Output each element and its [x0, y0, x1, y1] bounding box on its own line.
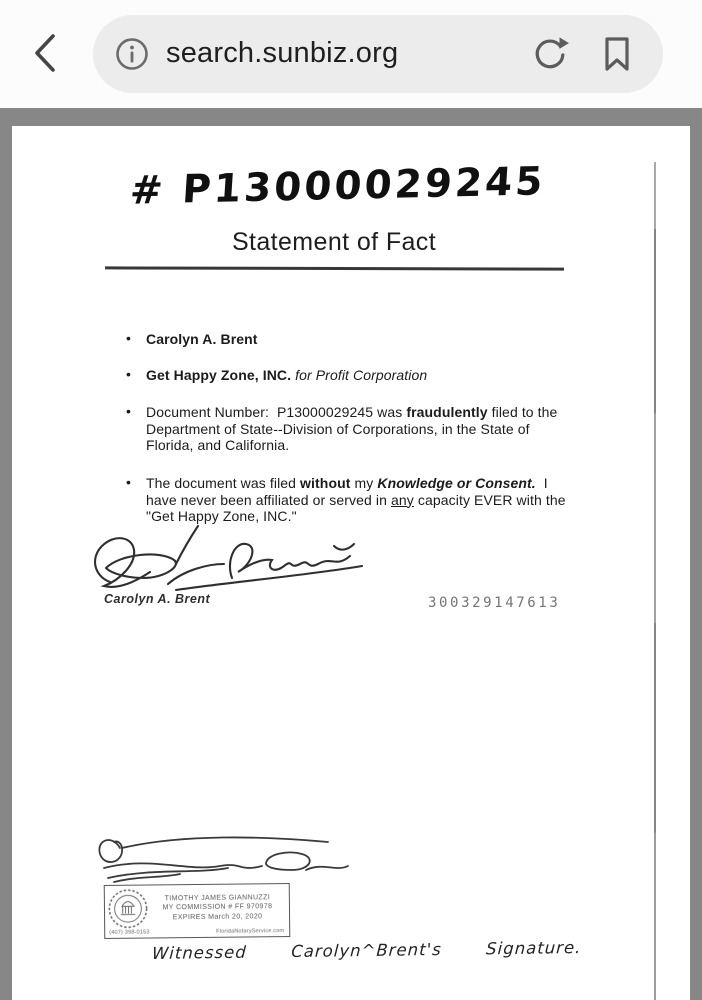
bullet-text-segment: for Profit Corporation [291, 366, 428, 383]
bullet-text-segment: without [300, 474, 351, 491]
notary-stamp [104, 883, 291, 939]
notary-signature [90, 826, 352, 892]
bullet-row [124, 404, 570, 454]
back-button[interactable] [26, 30, 66, 76]
notary-seal-icon [107, 888, 149, 930]
address-bar[interactable] [93, 15, 663, 93]
document-page [12, 126, 690, 1000]
bullet-text-segment: filed to the Department of State--Division of Corporations, in the State of Florida, and California. [146, 404, 558, 454]
bullet-dot: • [126, 330, 132, 346]
signature-name: Carolyn A. Brent [104, 592, 211, 606]
handwritten-document-number: # P13000029245 [128, 159, 547, 214]
bullet-text-segment: The document was filed [146, 474, 301, 491]
scan-edge-line [654, 162, 656, 1000]
document-title: Statement of Fact [231, 228, 437, 256]
witness-handwritten-note: Witnessed Carolyn^Brent's Signature. [151, 937, 582, 964]
document-viewer [0, 108, 702, 1000]
bullet-row [124, 475, 570, 525]
stamp-name-line: TIMOTHY JAMES GIANNUZZI [164, 893, 271, 903]
bullet-list [124, 331, 570, 525]
bullet-text-segment: Knowledge or Consent. [377, 474, 536, 491]
bullet-text-segment: Carolyn A. Brent [146, 331, 258, 347]
bullet-text-segment: any [391, 491, 414, 508]
bullet-text-segment: Document Number: P13000029245 was [146, 404, 407, 421]
bullet-dot: • [126, 365, 132, 382]
bullet-text-segment: I have never been affiliated or served in [146, 474, 548, 508]
bookmark-icon [599, 35, 635, 73]
bookmark-button[interactable] [599, 35, 635, 73]
back-chevron-icon [26, 30, 66, 76]
page-info-icon[interactable] [115, 37, 149, 71]
receipt-number: 300329147613 [428, 595, 561, 611]
bullet-text-segment: capacity EVER with the "Get Happy Zone, INC." [146, 491, 566, 525]
bullet-dot: • [126, 403, 132, 420]
bullet-row [124, 367, 570, 384]
bullet-text-segment: fraudulently [406, 404, 488, 421]
bullet-row [124, 331, 570, 348]
reload-icon [531, 35, 569, 73]
bullet-dot: • [126, 473, 132, 490]
stamp-commission-line: MY COMMISSION # FF 970978 [162, 903, 273, 912]
bullet-text-segment: my [350, 474, 378, 491]
bullet-text-segment: Get Happy Zone, INC. [146, 366, 292, 383]
browser-bar [0, 0, 702, 108]
stamp-website: FloridaNotaryService.com [216, 928, 285, 935]
stamp-phone: (407) 398-0153 [109, 929, 150, 936]
title-rule [105, 266, 564, 270]
reload-button[interactable] [531, 35, 569, 73]
url-text[interactable]: search.sunbiz.org [166, 36, 399, 69]
stamp-expires-line: EXPIRES March 20, 2020 [172, 913, 263, 922]
